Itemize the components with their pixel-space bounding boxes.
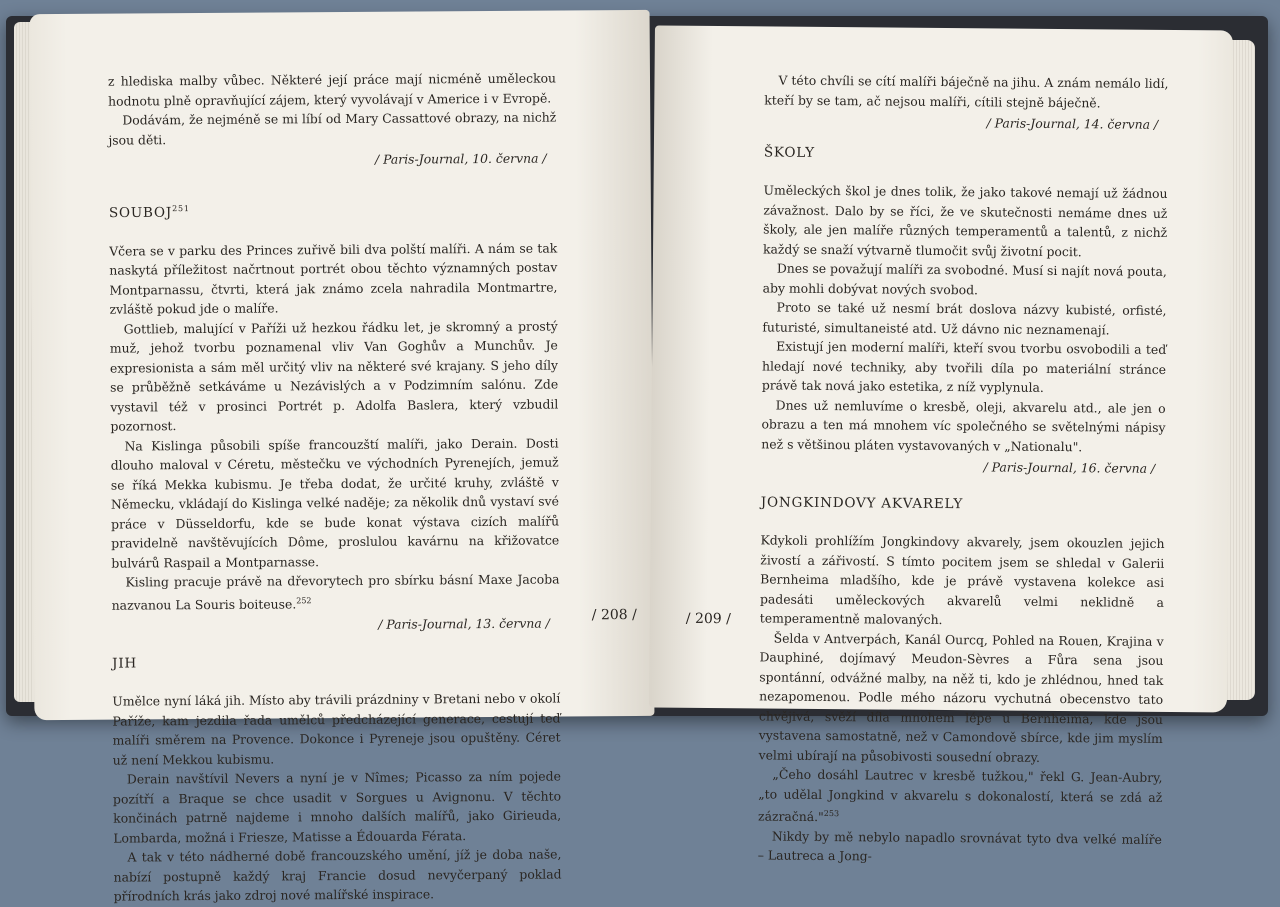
right-text-block (758, 70, 1169, 868)
page-number-209: / 209 / (685, 610, 731, 628)
souboj-paragraph-2: Gottlieb, malující v Paříži už hezkou řádku let, je skromný a prostý muž, jehož tvorbu poznamenal vliv Van Goghův a Munchův. Je expresionista a sám měl určitý vliv na některé své krajany. S jeho díly se průběžně setkáváme u Nezávislých a v Podzimním salónu. Zde vystavil též v prosinci Portrét p. Adolfa Baslera, který vzbudil pozornost. (109, 317, 559, 434)
souboj-note: 252 (296, 595, 312, 605)
skoly-paragraph-1: Uměleckých škol je dnes tolik, že jako takové nemají už žádnou závažnost. Dalo by se říci, že ve skutečnosti nemáme dnes už školy, ale jen malíře různých temperamentů a talentů, z nichž každý se snaží výtvarně tlumočit svůj životní pocit. (762, 182, 1168, 259)
souboj-paragraph-4 (111, 569, 559, 614)
right-intro: V této chvíli se cítí malíři báječně na jihu. A znám nemálo lidí, kteří by se tam, ač nejsou malíři, cítili stejně báječně. (764, 72, 1169, 110)
skoly-paragraph-2: Dnes se považují malíři za svobodné. Musí si najít nová pouta, aby mohli dobývat nových svobod. (762, 260, 1167, 297)
jong-paragraph-2: Šelda v Antverpách, Kanál Ourcq, Pohled na Rouen, Krajina v Dauphiné, dojímavý Meudon-Sèvres a Fůra sena jsou spontánní, odvážné malby, na něž ti, kdo je zhlédnou, hned tak nezapomenou. Podle mého názoru vychutná obecenstvo tato chvějivá, svěží díla mnohem lépe u Bernheima, kde jsou vystavena samostatně, než v Camondově sbírce, kde jim myslím velmi ubírají na působivosti sousední obrazy. (758, 630, 1164, 765)
jong-paragraph-4: Nikdy by mě nebylo napadlo srovnávat tyto dva velké malíře – Lautreca a Jong- (757, 828, 1162, 864)
skoly-paragraph-3: Proto se také už nesmí brát doslova názvy kubisté, orfisté, futuristé, simultaneisté atd. Už dávno nic neznamenají. (762, 299, 1167, 337)
left-page (30, 10, 655, 904)
left-intro-line-1: z hlediska malby vůbec. Některé její práce mají nicméně uměleckou hodnotu plně opravňující zájem, který vyvolávají v Americe i v Evropě. (107, 70, 557, 109)
jong-paragraph-3 (758, 764, 1163, 829)
jong-paragraph-3-text: „Čeho dosáhl Lautrec v kresbě tužkou," řekl G. Jean-Aubry, „to udělal Jongkind v akvarelu s dokonalostí, která se zdá až zázračná." (758, 766, 1163, 825)
heading-skoly: ŠKOLY (763, 143, 816, 161)
left-text-block (108, 68, 562, 906)
skoly-paragraph-5: Dnes už nemluvíme o kresbě, oleji, akvarelu atd., ale jen o obrazu a ten má mnohem víc společného se světelnými nápisy než s většinou pláten vystavovaných v „Nationalu". (761, 397, 1166, 454)
jih-paragraph-1: Umělce nyní láká jih. Místo aby trávili prázdniny v Bretani nebo v okolí Paříže, kam jezdila řada umělců předcházející generace, cestují teď malíři směrem na Provence. Dokonce i Pyreneje jsou opuštěny. Céret už není Mekkou kubismu. (112, 690, 561, 768)
skoly-paragraph-4: Existují jen moderní malíři, kteří svou tvorbu osvobodili a teď hledají nové techniky, aby tvořili díla po materiální stránce právě tak nová jako estetika, z níž vyplynula. (761, 338, 1167, 395)
jong-note: 253 (823, 808, 840, 819)
jih-paragraph-2: Derain navštívil Nevers a nyní je v Nîmes; Picasso za ním pojede pozítří a Braque se chce usadit v Sorgues u Avignonu. V těchto končinách patrně najdeme i mnoho dalších malířů, jako Girieuda, Lombarda, možná i Friesze, Matisse a Édouarda Férata. (112, 768, 562, 846)
signature-3: / Paris-Journal, 14. června / (986, 115, 1159, 132)
jih-paragraph-3: A tak v této nádherné době francouzského umění, jíž je doba naše, nabízí postupně každý kraj Francie dosud nevyčerpaný poklad přírodních krás jako zdroj nové malířské inspirace. (113, 846, 562, 904)
heading-jih: JIH (112, 655, 138, 672)
signature-4: / Paris-Journal, 16. června / (983, 459, 1156, 476)
signature-2: / Paris-Journal, 13. června / (378, 615, 550, 632)
heading-souboj-text: SOUBOJ (108, 204, 173, 221)
heading-jongkind: JONGKINDOVY AKVARELY (760, 493, 964, 512)
right-page (649, 25, 1233, 864)
jong-paragraph-1: Kdykoli prohlížím Jongkindovy akvarely, jsem okouzlen jejich živostí a zářivostí. S tímto pocitem jsem se shledal v Galerii Bernheima mladšího, kde je právě vystavena kolekce asi padesáti uměleckových akvarelů velmi neklidně a temperamentně malovaných. (759, 532, 1165, 628)
heading-souboj (109, 196, 557, 223)
souboj-paragraph-3: Na Kislinga působili spíše francouzští malíři, jako Derain. Dosti dlouho maloval v Céretu, městečku ve východních Pyrenejích, jemuž se říká Mekka kubismu. Je třeba dodat, že určité kruhy, zvláště v Německu, vkládají do Kislinga velké naděje; za několik dnů vystaví své práce v Düsseldorfu, kde se bude konat výstava cizích malířů pravidelně navštěvujících Dôme, proslulou kavárnu na křižovatce bulvárů Raspail a Montparnasse. (110, 434, 560, 571)
souboj-paragraph-4-text: Kisling pracuje právě na dřevorytech pro sbírku básní Maxe Jacoba nazvanou La Souris boiteuse. (111, 571, 560, 613)
signature-1: / Paris-Journal, 10. června / (374, 150, 547, 167)
left-intro-line-2: Dodávám, že nejméně se mi líbí od Mary Cassattové obrazy, na nichž jsou děti. (108, 109, 557, 148)
heading-souboj-note: 251 (172, 203, 190, 213)
souboj-paragraph-1: Včera se v parku des Princes zuřivě bili dva polští malíři. A nám se tak naskytá příležitost načrtnout portrét obou těchto významných postav Montparnassu, čtvrti, která jak známo zcela nahradila Montmartre, zvláště pokud jde o malíře. (109, 239, 558, 317)
page-number-208: / 208 / (591, 606, 637, 624)
